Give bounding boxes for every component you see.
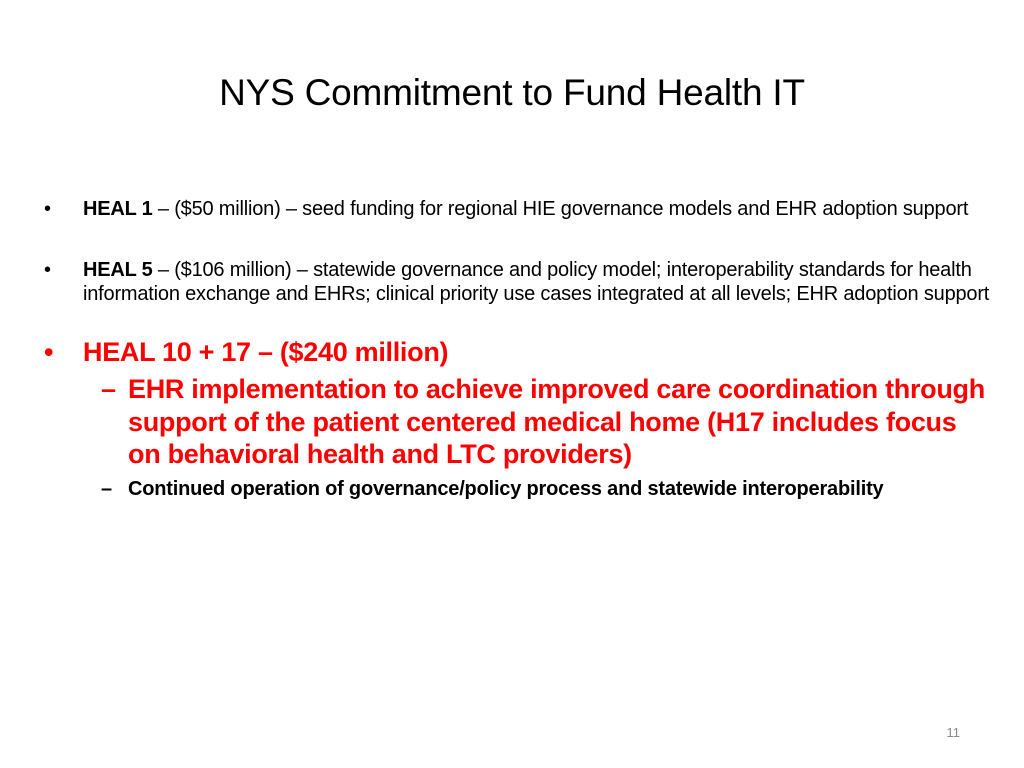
bullet-heal-10-17 (44, 335, 994, 501)
bullet-text: HEAL 10 + 17 – ($240 million) (83, 337, 449, 367)
bullet-text: – ($50 million) – seed funding for regional HIE governance models and EHR adoption support (152, 198, 969, 220)
bullet-label: HEAL 5 (83, 259, 153, 281)
subitem-ehr-implementation (44, 373, 994, 471)
bullet-dot: • (44, 259, 51, 281)
bullet-dot: • (44, 198, 51, 220)
slide-title: NYS Commitment to Fund Health IT (219, 72, 805, 113)
sub-dash: – (101, 477, 112, 500)
subitem-text: Continued operation of governance/policy process and statewide interoperability (128, 477, 884, 500)
subitem-text: EHR implementation to achieve improved care coordination through support of the patient centered medical home (H17 includes focus on behavioral health and LTC providers) (128, 374, 985, 469)
page-number: 11 (946, 725, 960, 740)
slide-content (44, 197, 994, 501)
bullet-text: – ($106 million) – statewide governance and policy model; interoperability standards for health information exchange and EHRs; clinical priority use cases integrated at all levels; EHR adoption support (83, 259, 990, 305)
bullet-label: HEAL 1 (83, 198, 153, 220)
subitem-governance-operation (44, 477, 994, 501)
bullet-heal-5 (44, 258, 994, 306)
bullet-heal-1 (44, 197, 994, 221)
bullet-dot: • (44, 337, 54, 367)
sub-dash: – (101, 374, 116, 404)
